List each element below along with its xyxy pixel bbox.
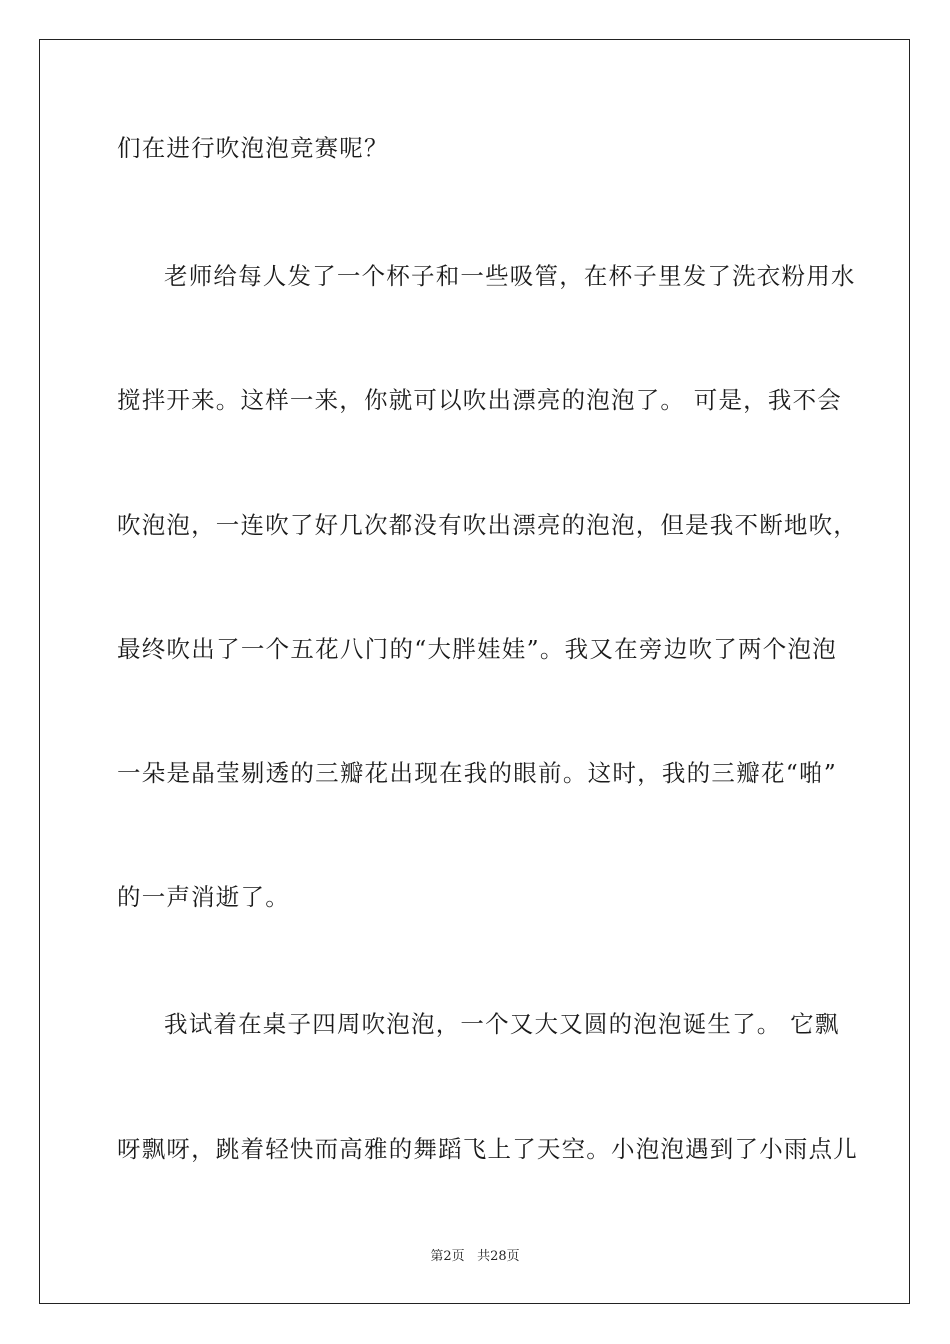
page-footer <box>0 1248 950 1266</box>
text-line-2: 老师给每人发了一个杯子和一些吸管，在杯子里发了洗衣粉用水 <box>164 262 856 290</box>
text-line-3: 搅拌开来。这样一来，你就可以吹出漂亮的泡泡了。 可是，我不会 <box>117 386 842 414</box>
text-line-1: 们在进行吹泡泡竞赛呢？ <box>117 134 389 162</box>
page-number: 第2页 <box>430 1249 465 1264</box>
text-line-8: 我试着在桌子四周吹泡泡，一个又大又圆的泡泡诞生了。 它飘 <box>164 1010 840 1038</box>
text-line-9: 呀飘呀，跳着轻快而高雅的舞蹈飞上了天空。小泡泡遇到了小雨点儿 <box>117 1135 858 1163</box>
text-line-5: 最终吹出了一个五花八门的“大胖娃娃”。我又在旁边吹了两个泡泡 <box>117 635 837 663</box>
text-line-4: 吹泡泡，一连吹了好几次都没有吹出漂亮的泡泡，但是我不断地吹， <box>117 511 858 539</box>
text-line-6: 一朵是晶莹剔透的三瓣花出现在我的眼前。这时，我的三瓣花“啪” <box>117 759 837 787</box>
text-line-7: 的一声消逝了。 <box>117 883 290 911</box>
page-frame <box>39 39 910 1304</box>
page-total: 共28页 <box>477 1249 520 1264</box>
